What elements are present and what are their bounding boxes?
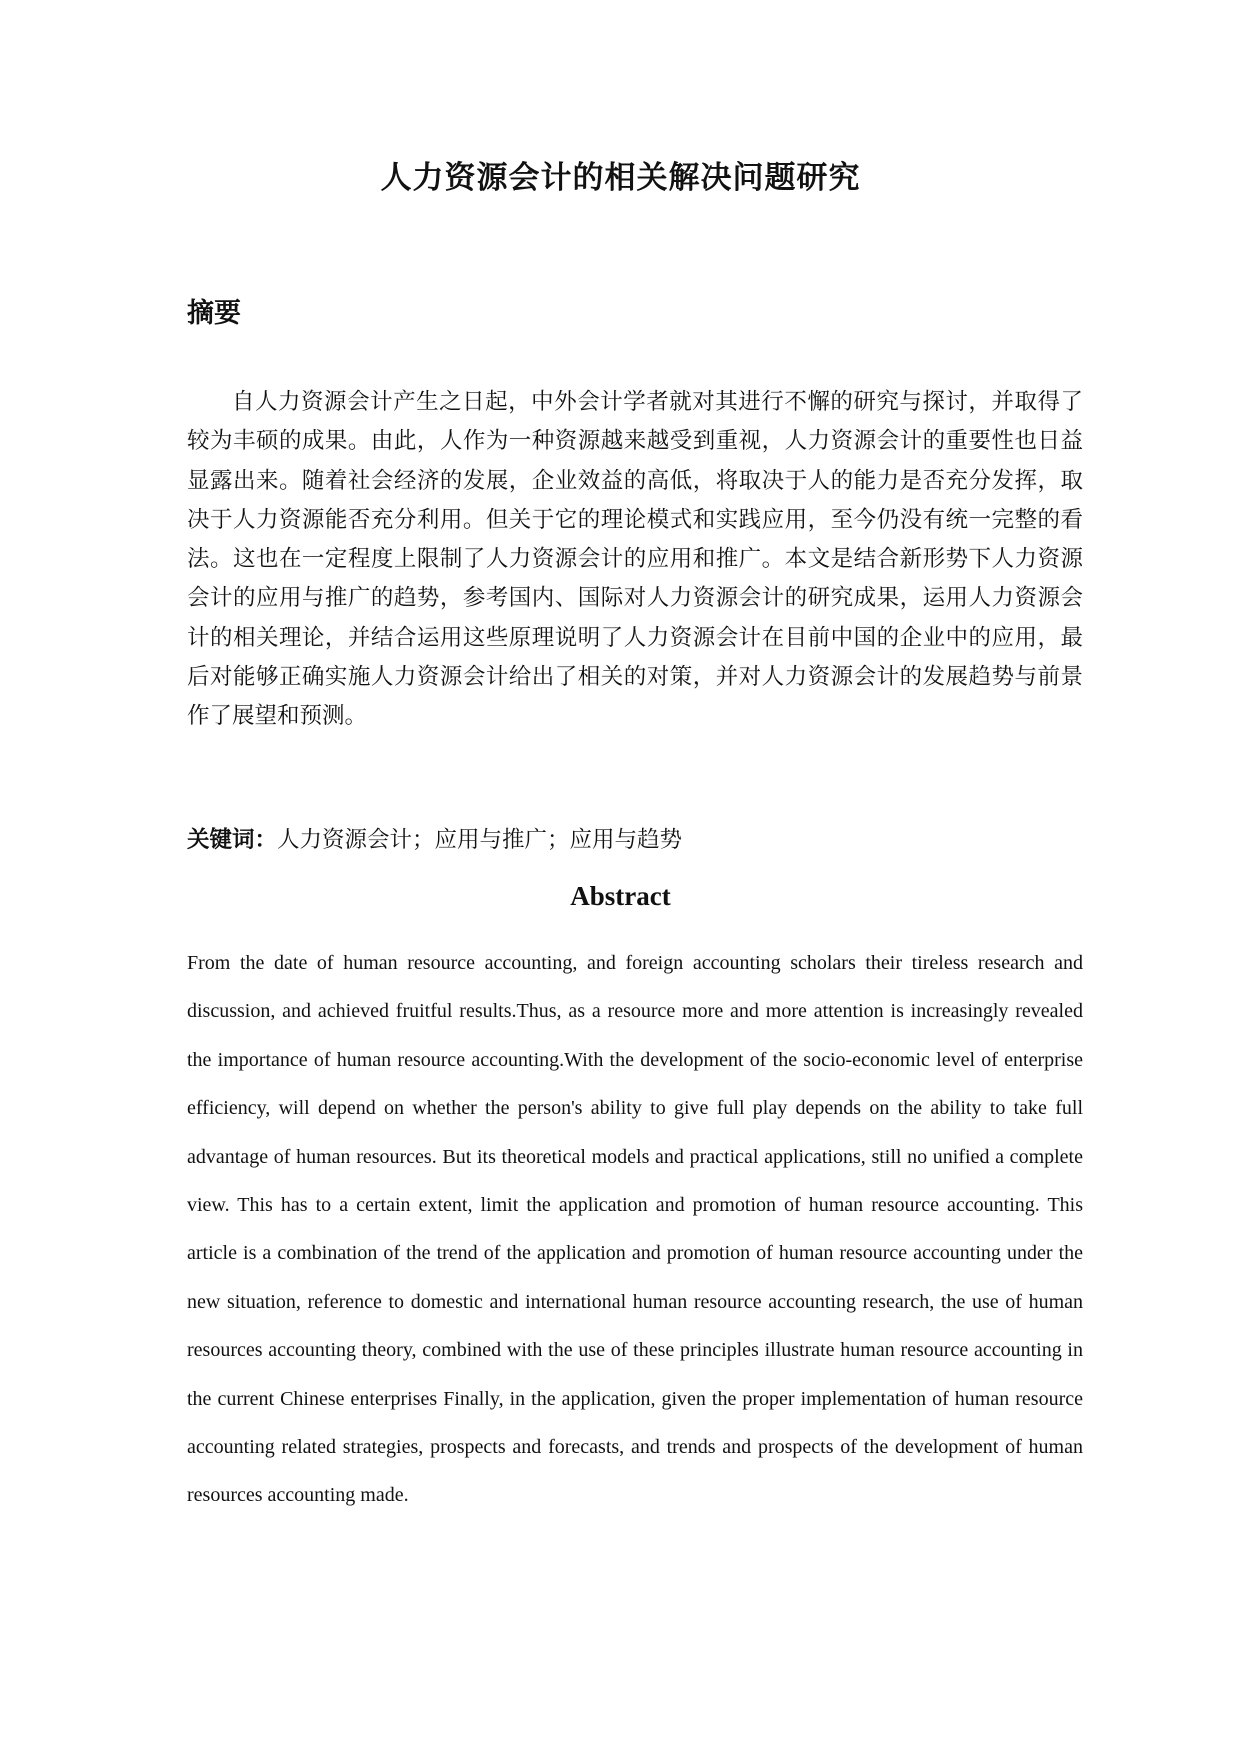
document-title: 人力资源会计的相关解决问题研究 <box>380 160 861 196</box>
keywords-value: 人力资源会计；应用与推广；应用与趋势 <box>277 827 683 853</box>
abstract-body-chinese: 自人力资源会计产生之日起，中外会计学者就对其进行不懈的研究与探讨，并取得了较为丰硕的成果。由此，人作为一种资源越来越受到重视，人力资源会计的重要性也日益显露出来。随着社会经济的发展，企业效益的高低，将取决于人的能力是否充分发挥，取决于人力资源能否充分利用。但关于它的理论模式和实践应用，至今仍没有统一完整的看法。这也在一定程度上限制了人力资源会计的应用和推广。本文是结合新形势下人力资源会计的应用与推广的趋势，参考国内、国际对人力资源会计的研究成果，运用人力资源会计的相关理论，并结合运用这些原理说明了人力资源会计在目前中国的企业中的应用，最后对能够正确实施人力资源会计给出了相关的对策，并对人力资源会计的发展趋势与前景作了展望和预测。 <box>187 389 1083 730</box>
english-abstract-heading: Abstract <box>570 881 671 911</box>
keywords-label: 关键词： <box>187 827 278 853</box>
keywords-line <box>187 822 1083 858</box>
abstract-heading: 摘要 <box>187 298 241 329</box>
abstract-body-english: From the date of human resource accounting, and foreign accounting scholars their tireless research and discussion, and achieved fruitful results.Thus, as a resource more and more attention is increasingly revealed the importance of human resource accounting.With the development of the socio-economic level of enterprise efficiency, will depend on whether the person's ability to give full play depends on the ability to take full advantage of human resources. But its theoretical models and practical applications, still no unified a complete view. This has to a certain extent, limit the application and promotion of human resource accounting. This article is a combination of the trend of the application and promotion of human resource accounting under the new situation, reference to domestic and international human resource accounting research, the use of human resources accounting theory, combined with the use of these principles illustrate human resource accounting in the current Chinese enterprises Finally, in the application, given the proper implementation of human resource accounting related strategies, prospects and forecasts, and trends and prospects of the development of human resources accounting made. <box>187 952 1083 1507</box>
